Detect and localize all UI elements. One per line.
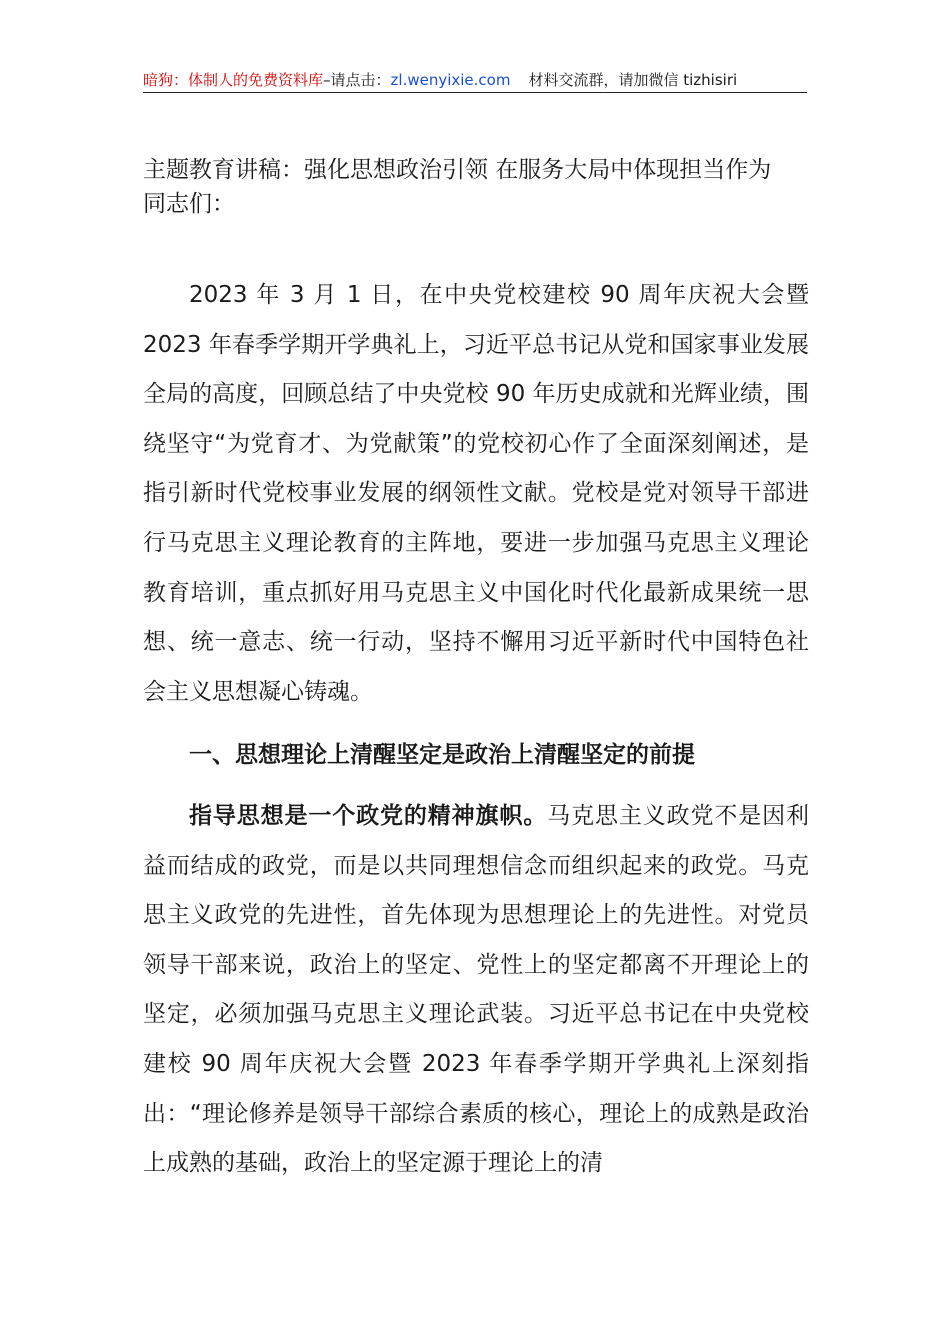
- header-brand: 暗狗：体制人的免费资料库: [143, 71, 324, 89]
- paragraph-lead: 指导思想是一个政党的精神旗帜。: [189, 803, 548, 829]
- document-title: 主题教育讲稿：强化思想政治引领 在服务大局中体现担当作为: [143, 157, 772, 183]
- paragraph-intro: 2023 年 3 月 1 日，在中央党校建校 90 周年庆祝大会暨 2023 年春季学期开学典礼上，习近平总书记从党和国家事业发展全局的高度，回顾总结了中央党校 90 年历史成就和光辉业绩，围绕坚守“为党育才、为党献策”的党校初心作了全面深刻阐述，是指引新时代党校事业发展的纲领性文献。党校是党对领导干部进行马克思主义理论教育的主阵地，要进一步加强马克思主义理论教育培训，重点抓好用马克思主义中国化时代化最新成果统一思想、统一意志、统一行动，坚持不懈用习近平新时代中国特色社会主义思想凝心铸魂。: [143, 282, 809, 705]
- greeting: 同志们：: [143, 191, 235, 217]
- page-header: [143, 70, 807, 93]
- section-heading-1: 一、思想理论上清醒坚定是政治上清醒坚定的前提: [189, 742, 695, 768]
- paragraph-body: 马克思主义政党不是因利益而结成的政党，而是以共同理想信念而组织起来的政党。马克思主义政党的先进性，首先体现为思想理论上的先进性。对党员领导干部来说，政治上的坚定、党性上的坚定都离不开理论上的坚定，必须加强马克思主义理论武装。习近平总书记在中央党校建校 90 周年庆祝大会暨 2023 年春季学期开学典礼上深刻指出：“理论修养是领导干部综合素质的核心，理论上的成熟是政治上成熟的基础，政治上的坚定源于理论上的清: [143, 803, 810, 1177]
- paragraph-section1: [143, 792, 809, 1189]
- header-link[interactable]: zl.wenyixie.com: [390, 71, 511, 89]
- header-contact: 材料交流群，请加微信 tizhisiri: [528, 71, 738, 89]
- header-prompt: –请点击：: [323, 71, 391, 89]
